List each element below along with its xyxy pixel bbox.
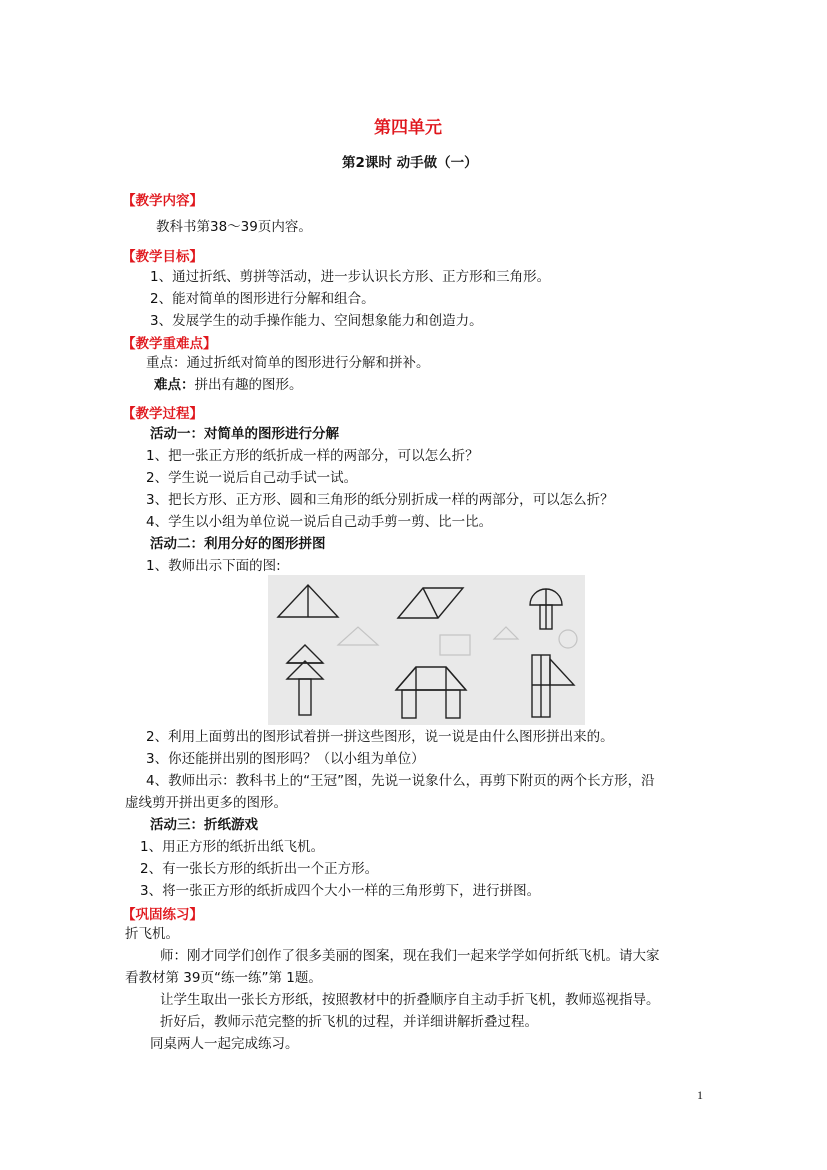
activity-2-item: 4、教师出示：教科书上的“王冠”图，先说一说象什么，再剪下附页的两个长方形，沿: [146, 773, 655, 789]
goal-item: 3、发展学生的动手操作能力、空间想象能力和创造力。: [150, 313, 483, 329]
key-label: 重点：: [146, 355, 187, 371]
practice-line: 师：刚才同学们创作了很多美丽的图案，现在我们一起来学学如何折纸飞机。请大家: [160, 948, 660, 964]
activity-3-title: 活动三：折纸游戏: [150, 817, 258, 833]
goal-item: 2、能对简单的图形进行分解和组合。: [150, 291, 375, 307]
activity-2-item: 2、利用上面剪出的图形试着拼一拼这些图形，说一说是由什么图形拼出来的。: [146, 729, 614, 745]
section-heading-keypoints: 【教学重难点】: [122, 336, 217, 352]
activity-1-item: 2、学生说一说后自己动手试一试。: [146, 470, 358, 486]
section-heading-goals: 【教学目标】: [122, 249, 203, 265]
activity-2-title: 活动二：利用分好的图形拼图: [150, 536, 326, 552]
activity-3-item: 1、用正方形的纸折出纸飞机。: [140, 839, 325, 855]
goal-item: 1、通过折纸、剪拼等活动，进一步认识长方形、正方形和三角形。: [150, 269, 551, 285]
page-title: 第四单元: [374, 118, 442, 138]
section-heading-process: 【教学过程】: [122, 406, 203, 422]
activity-2-item-continued: 虚线剪开拼出更多的图形。: [125, 795, 287, 811]
activity-1-item: 3、把长方形、正方形、圆和三角形的纸分别折成一样的两部分，可以怎么折？: [146, 492, 614, 508]
hard-point: [154, 376, 303, 394]
content-text: 教科书第38～39页内容。: [156, 219, 312, 235]
page-number: 1: [697, 1088, 703, 1102]
key-point: [146, 354, 430, 372]
section-heading-content: 【教学内容】: [122, 193, 203, 209]
practice-line: 折飞机。: [125, 926, 179, 942]
practice-line: 看教材第 39页“练一练”第 1题。: [125, 970, 322, 986]
shapes-drawing: [268, 575, 585, 725]
practice-line: 同桌两人一起完成练习。: [150, 1036, 299, 1052]
key-text: 通过折纸对简单的图形进行分解和拼补。: [186, 355, 430, 371]
activity-1-title: 活动一：对简单的图形进行分解: [150, 426, 339, 442]
activity-2-item: 3、你还能拼出别的图形吗？（以小组为单位）: [146, 751, 425, 767]
activity-3-item: 3、将一张正方形的纸折成四个大小一样的三角形剪下，进行拼图。: [140, 883, 541, 899]
practice-line: 让学生取出一张长方形纸，按照教材中的折叠顺序自主动手折飞机，教师巡视指导。: [160, 992, 660, 1008]
section-heading-practice: 【巩固练习】: [122, 907, 203, 923]
activity-3-item: 2、有一张长方形的纸折出一个正方形。: [140, 861, 379, 877]
hard-label: 难点：: [154, 377, 195, 393]
activity-1-item: 4、学生以小组为单位说一说后自己动手剪一剪、比一比。: [146, 514, 493, 530]
hard-text: 拼出有趣的图形。: [194, 377, 303, 393]
activity-2-item: 1、教师出示下面的图:: [146, 558, 281, 574]
practice-line: 折好后，教师示范完整的折飞机的过程，并详细讲解折叠过程。: [160, 1014, 538, 1030]
activity-1-item: 1、把一张正方形的纸折成一样的两部分，可以怎么折？: [146, 448, 479, 464]
lesson-subtitle: 第2课时 动手做（一）: [342, 155, 478, 171]
shapes-figure: [268, 575, 585, 725]
